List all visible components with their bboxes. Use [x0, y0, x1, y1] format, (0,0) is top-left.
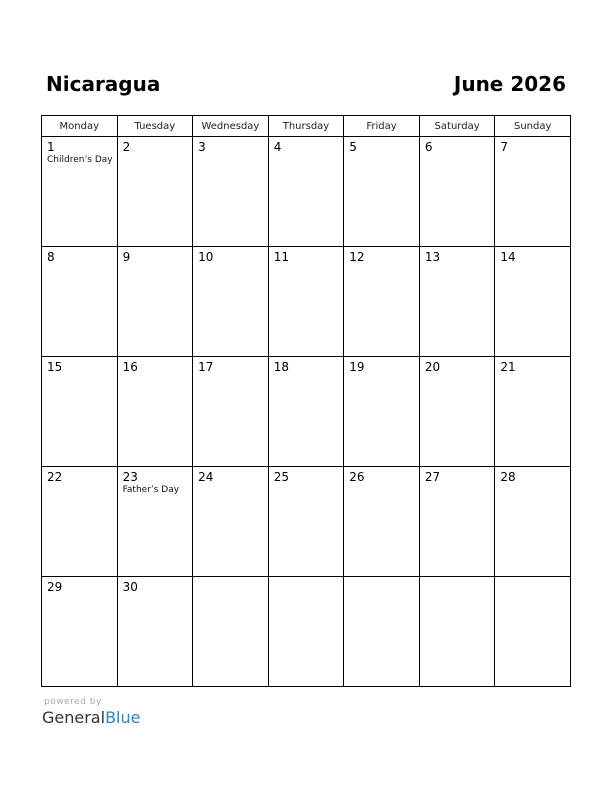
calendar-day-cell: [42, 577, 118, 687]
calendar-day-cell: [495, 357, 571, 467]
calendar-day-cell: [268, 577, 344, 687]
day-number: 2: [122, 140, 131, 154]
calendar-day-cell: [495, 577, 571, 687]
calendar-week-row: [42, 467, 571, 577]
day-number: 15: [47, 360, 63, 374]
calendar-day-cell: [117, 137, 193, 247]
weekday-header: Friday: [344, 116, 420, 137]
calendar-day-cell: [117, 357, 193, 467]
day-number: 3: [198, 140, 206, 154]
generalblue-logo[interactable]: [42, 708, 140, 728]
day-number: 20: [424, 360, 441, 374]
weekday-header: Monday: [42, 116, 118, 137]
brand-blue-text: Blue: [105, 708, 141, 727]
weekday-header: Sunday: [495, 116, 571, 137]
calendar-day-cell: [419, 137, 495, 247]
calendar-day-cell: [193, 357, 269, 467]
calendar-day-cell: [42, 357, 118, 467]
calendar-day-cell: [193, 467, 269, 577]
day-number: 29: [47, 580, 63, 594]
day-number: 21: [500, 360, 516, 374]
calendar-week-row: [42, 137, 571, 247]
calendar-day-cell: [495, 467, 571, 577]
holiday-label: Children’s Day: [47, 155, 113, 165]
day-number: 10: [198, 250, 214, 264]
day-number: 26: [349, 470, 365, 484]
day-number: 7: [500, 140, 509, 154]
calendar-week-row: [42, 357, 571, 467]
calendar-day-cell: [193, 137, 269, 247]
day-number: 6: [424, 140, 433, 154]
calendar-day-cell: [419, 577, 495, 687]
day-number: 18: [273, 360, 289, 374]
calendar-day-cell: [193, 247, 269, 357]
powered-by-label: powered by: [44, 697, 102, 707]
calendar-day-cell: [344, 137, 420, 247]
day-number: 11: [273, 250, 289, 264]
day-number: 5: [349, 140, 357, 154]
day-number: 28: [500, 470, 516, 484]
day-number: 24: [198, 470, 214, 484]
day-number: 1: [47, 140, 55, 154]
weekday-header: Tuesday: [117, 116, 193, 137]
calendar-day-cell: [268, 467, 344, 577]
calendar-day-cell: [344, 357, 420, 467]
weekday-header: Wednesday: [193, 116, 269, 137]
brand-general-text: General: [42, 708, 106, 727]
day-number: 9: [122, 250, 131, 264]
month-year-title: June 2026: [453, 72, 566, 96]
calendar-day-cell: [42, 467, 118, 577]
calendar-day-cell: [419, 247, 495, 357]
calendar-grid: [41, 115, 571, 687]
day-number: 8: [47, 250, 55, 264]
calendar-week-row: [42, 577, 571, 687]
day-number: [420, 577, 495, 580]
day-number: 4: [273, 140, 282, 154]
calendar-day-cell: [268, 137, 344, 247]
calendar-day-cell: [344, 247, 420, 357]
day-number: 19: [349, 360, 365, 374]
calendar-day-cell: [495, 137, 571, 247]
weekday-header: Thursday: [268, 116, 344, 137]
day-number: 22: [47, 470, 63, 484]
calendar-day-cell: [495, 247, 571, 357]
holiday-label: Father’s Day: [122, 485, 180, 495]
day-number: 13: [424, 250, 441, 264]
day-number: [269, 577, 344, 580]
calendar-day-cell: [193, 577, 269, 687]
day-number: 27: [424, 470, 441, 484]
calendar-day-cell: [117, 467, 193, 577]
day-number: 17: [198, 360, 214, 374]
day-number: [344, 577, 419, 580]
day-number: 12: [349, 250, 365, 264]
calendar-week-row: [42, 247, 571, 357]
calendar-day-cell: [268, 357, 344, 467]
calendar-day-cell: [42, 137, 118, 247]
day-number: [193, 577, 268, 580]
calendar-day-cell: [419, 357, 495, 467]
calendar-day-cell: [117, 247, 193, 357]
calendar-day-cell: [419, 467, 495, 577]
day-number: 30: [122, 580, 138, 594]
calendar-day-cell: [344, 577, 420, 687]
day-number: 14: [500, 250, 516, 264]
country-title: Nicaragua: [46, 72, 161, 96]
calendar-day-cell: [42, 247, 118, 357]
weekday-header-row: [42, 116, 571, 137]
weekday-header: Saturday: [419, 116, 495, 137]
day-number: [495, 577, 570, 580]
day-number: 23: [122, 470, 138, 484]
day-number: 25: [273, 470, 289, 484]
day-number: 16: [122, 360, 138, 374]
calendar-day-cell: [117, 577, 193, 687]
calendar-day-cell: [268, 247, 344, 357]
calendar-day-cell: [344, 467, 420, 577]
